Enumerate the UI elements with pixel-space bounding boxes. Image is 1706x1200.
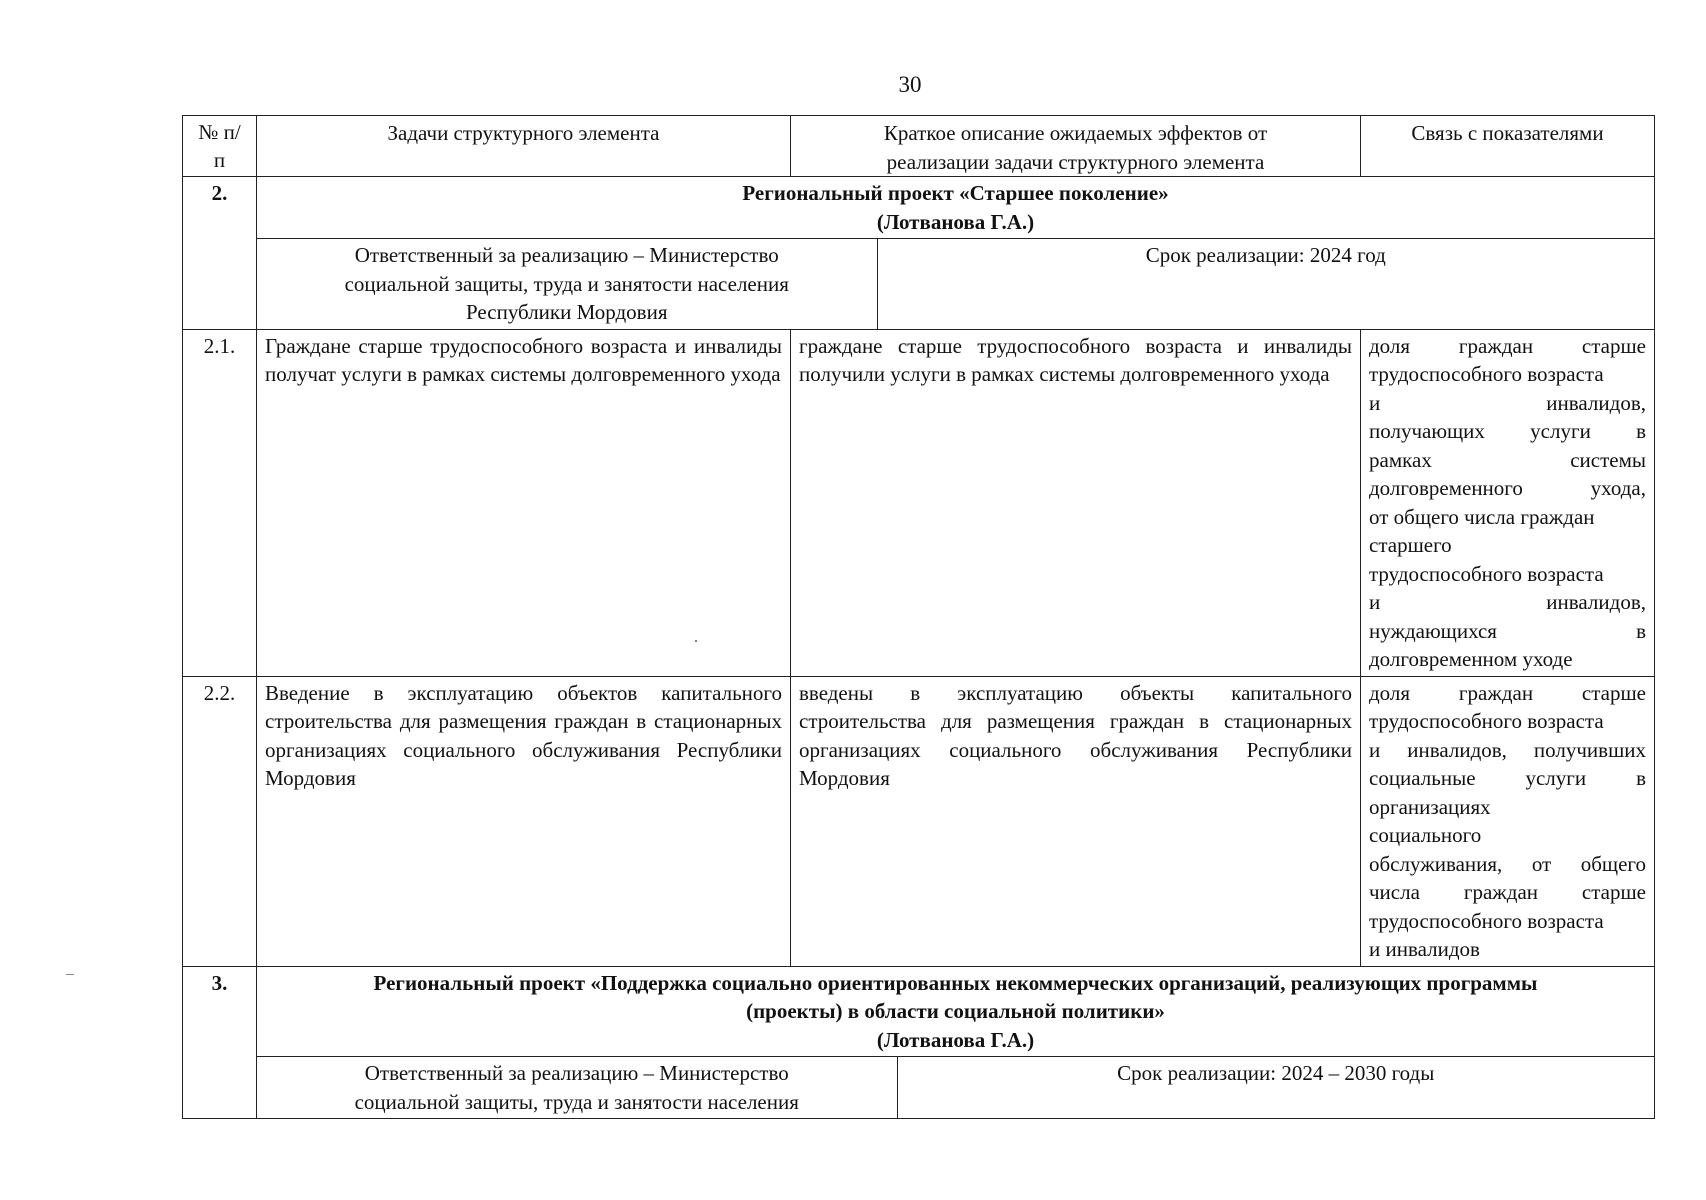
- row-2-2-indicator-line: и инвалидов, получивших: [1369, 737, 1646, 762]
- row-2-2-indicator-line: социального: [1369, 823, 1482, 847]
- row-2-2-indicator-line: и инвалидов: [1369, 937, 1480, 961]
- row-2-1-task: Граждане старше трудоспособного возраста и инвалиды получат услуги в рамках системы долговременного ухода: [257, 329, 791, 676]
- section-2-responsible-line-3: Республики Мордовия: [466, 300, 668, 324]
- scan-mark: [66, 974, 74, 975]
- section-3-meta: [257, 1057, 1655, 1119]
- section-3-title-line-3: (Лотванова Г.А.): [876, 1027, 1035, 1052]
- section-3-responsible-line-2: социальной защиты, труда и занятости населения: [354, 1089, 799, 1114]
- row-2-1-num: 2.1.: [183, 329, 257, 676]
- scan-dot: [695, 640, 697, 642]
- section-3-title-line-1: Региональный проект «Поддержка социально ориентированных некоммерческих организаций, реализующих программы: [373, 970, 1538, 995]
- row-2-2-indicator-line: доля граждан старше: [1369, 680, 1646, 705]
- header-tasks: Задачи структурного элемента: [257, 116, 791, 177]
- row-2-2-indicator: [1361, 676, 1655, 966]
- section-3-responsible-line-1: Ответственный за реализацию – Министерство: [364, 1061, 789, 1085]
- header-effects: [791, 116, 1361, 177]
- header-num-text: № п/п: [198, 120, 241, 172]
- header-num: [183, 116, 257, 177]
- section-2-term: Срок реализации: 2024 год: [877, 239, 1654, 329]
- section-2-meta: [257, 239, 1655, 330]
- row-2-2-task: Введение в эксплуатацию объектов капитального строительства для размещения граждан в стационарных организациях социального обслуживания Республики Мордовия: [257, 676, 791, 966]
- table-row: [183, 676, 1655, 966]
- section-2-title-line-2: (Лотванова Г.А.): [876, 209, 1035, 234]
- row-2-1-indicator-line: доля граждан старше: [1369, 333, 1646, 358]
- row-2-2-indicator-line: организациях: [1369, 794, 1491, 819]
- section-2-responsible-line-1: Ответственный за реализацию – Министерство: [354, 243, 779, 267]
- section-3-title-line-2: (проекты) в области социальной политики»: [746, 999, 1165, 1023]
- row-2-2-indicator-line: обслуживания, от общего: [1369, 851, 1646, 876]
- section-3-term: Срок реализации: 2024 – 2030 годы: [897, 1057, 1654, 1118]
- row-2-1-indicator-line: рамках системы: [1369, 447, 1646, 472]
- section-3-num: 3.: [183, 966, 257, 1119]
- row-2-1-indicator-line: и инвалидов,: [1369, 590, 1646, 614]
- section-2-responsible: [257, 239, 877, 329]
- section-2-meta-table: [257, 239, 1654, 329]
- row-2-1-indicator-line: трудоспособного возраста: [1369, 362, 1604, 386]
- page-number: 30: [898, 72, 922, 97]
- section-3-title-row: [183, 966, 1655, 1057]
- section-2-responsible-line-2: социальной защиты, труда и занятости населения: [344, 271, 789, 296]
- row-2-1-indicator-line: получающих услуги в: [1369, 419, 1646, 443]
- section-2-title-line-1: Региональный проект «Старшее поколение»: [742, 181, 1169, 205]
- header-effects-line-1: Краткое описание ожидаемых эффектов от: [883, 121, 1268, 145]
- section-2-meta-row: [183, 239, 1655, 330]
- section-2-title: [257, 177, 1655, 239]
- table-row: [183, 329, 1655, 676]
- row-2-2-indicator-line: трудоспособного возраста: [1369, 709, 1604, 733]
- row-2-1-indicator-line: старшего: [1369, 533, 1452, 557]
- section-3-meta-row: [183, 1057, 1655, 1119]
- row-2-1-indicator-line: нуждающихся в: [1369, 618, 1646, 643]
- row-2-1-indicator-line: трудоспособного возраста: [1369, 561, 1604, 586]
- section-3-responsible: [257, 1057, 897, 1118]
- projects-table: [182, 115, 1655, 1119]
- section-3-meta-table: [257, 1057, 1654, 1118]
- row-2-2-indicator-line: трудоспособного возраста: [1369, 908, 1604, 933]
- header-effects-line-2: реализации задачи структурного элемента: [886, 149, 1265, 174]
- row-2-1-indicator-line: долговременного ухода,: [1369, 476, 1646, 500]
- row-2-1-indicator-line: от общего числа граждан: [1369, 504, 1595, 529]
- row-2-2-num: 2.2.: [183, 676, 257, 966]
- row-2-1-indicator-line: долговременном уходе: [1369, 647, 1573, 671]
- row-2-2-indicator-line: социальные услуги в: [1369, 766, 1646, 790]
- header-indicators: Связь с показателями: [1361, 116, 1655, 177]
- section-2-title-row: [183, 177, 1655, 239]
- row-2-1-indicator: [1361, 329, 1655, 676]
- row-2-2-indicator-line: числа граждан старше: [1369, 880, 1646, 904]
- row-2-1-indicator-line: и инвалидов,: [1369, 390, 1646, 415]
- section-2-num: 2.: [183, 177, 257, 330]
- row-2-2-effect: введены в эксплуатацию объекты капитального строительства для размещения граждан в стационарных организациях социального обслуживания Республики Мордовия: [791, 676, 1361, 966]
- row-2-1-effect: граждане старше трудоспособного возраста и инвалиды получили услуги в рамках системы долговременного ухода: [791, 329, 1361, 676]
- section-3-title: [257, 966, 1655, 1057]
- table-header-row: [183, 116, 1655, 177]
